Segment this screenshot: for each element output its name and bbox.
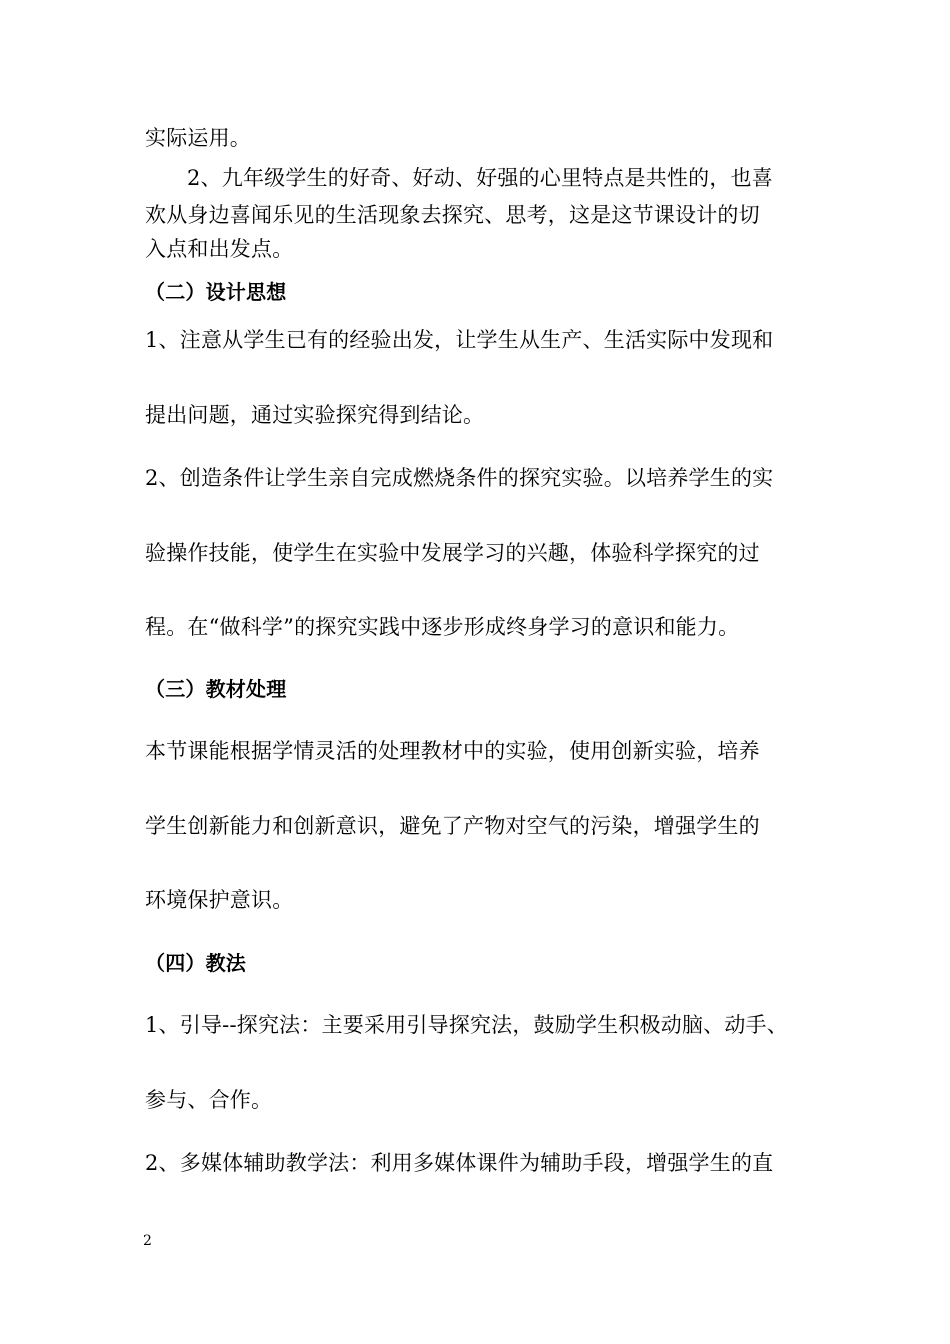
paragraph-line: 验操作技能，使学生在实验中发展学习的兴趣，体验科学探究的过	[145, 541, 760, 565]
paragraph-line: 1、引导--探究法：主要采用引导探究法，鼓励学生积极动脑、动手、	[145, 1013, 788, 1037]
paragraph-line: 2、创造条件让学生亲自完成燃烧条件的探究实验。以培养学生的实	[145, 466, 774, 490]
paragraph-line: 2、九年级学生的好奇、好动、好强的心里特点是共性的，也喜	[187, 166, 773, 190]
paragraph-line: 实际运用。	[145, 126, 251, 150]
paragraph-line: 1、注意从学生已有的经验出发，让学生从生产、生活实际中发现和	[145, 328, 774, 352]
paragraph-line: 本节课能根据学情灵活的处理教材中的实验，使用创新实验，培养	[145, 739, 760, 763]
paragraph-line: 程。在“做科学”的探究实践中逐步形成终身学习的意识和能力。	[145, 615, 740, 639]
paragraph-line: 学生创新能力和创新意识，避免了产物对空气的污染，增强学生的	[145, 814, 760, 838]
paragraph-line: 环境保护意识。	[145, 888, 294, 912]
page-number: 2	[143, 1233, 152, 1249]
section-heading-materials: （三）教材处理	[145, 677, 287, 701]
paragraph-line: 2、多媒体辅助教学法：利用多媒体课件为辅助手段，增强学生的直	[145, 1151, 774, 1175]
paragraph-line: 入点和出发点。	[145, 237, 294, 261]
section-heading-methods: （四）教法	[145, 951, 246, 975]
section-heading-design: （二）设计思想	[145, 280, 287, 304]
paragraph-line: 参与、合作。	[145, 1088, 273, 1112]
paragraph-line: 提出问题，通过实验探究得到结论。	[145, 403, 485, 427]
paragraph-line: 欢从身边喜闻乐见的生活现象去探究、思考，这是这节课设计的切	[145, 203, 760, 227]
